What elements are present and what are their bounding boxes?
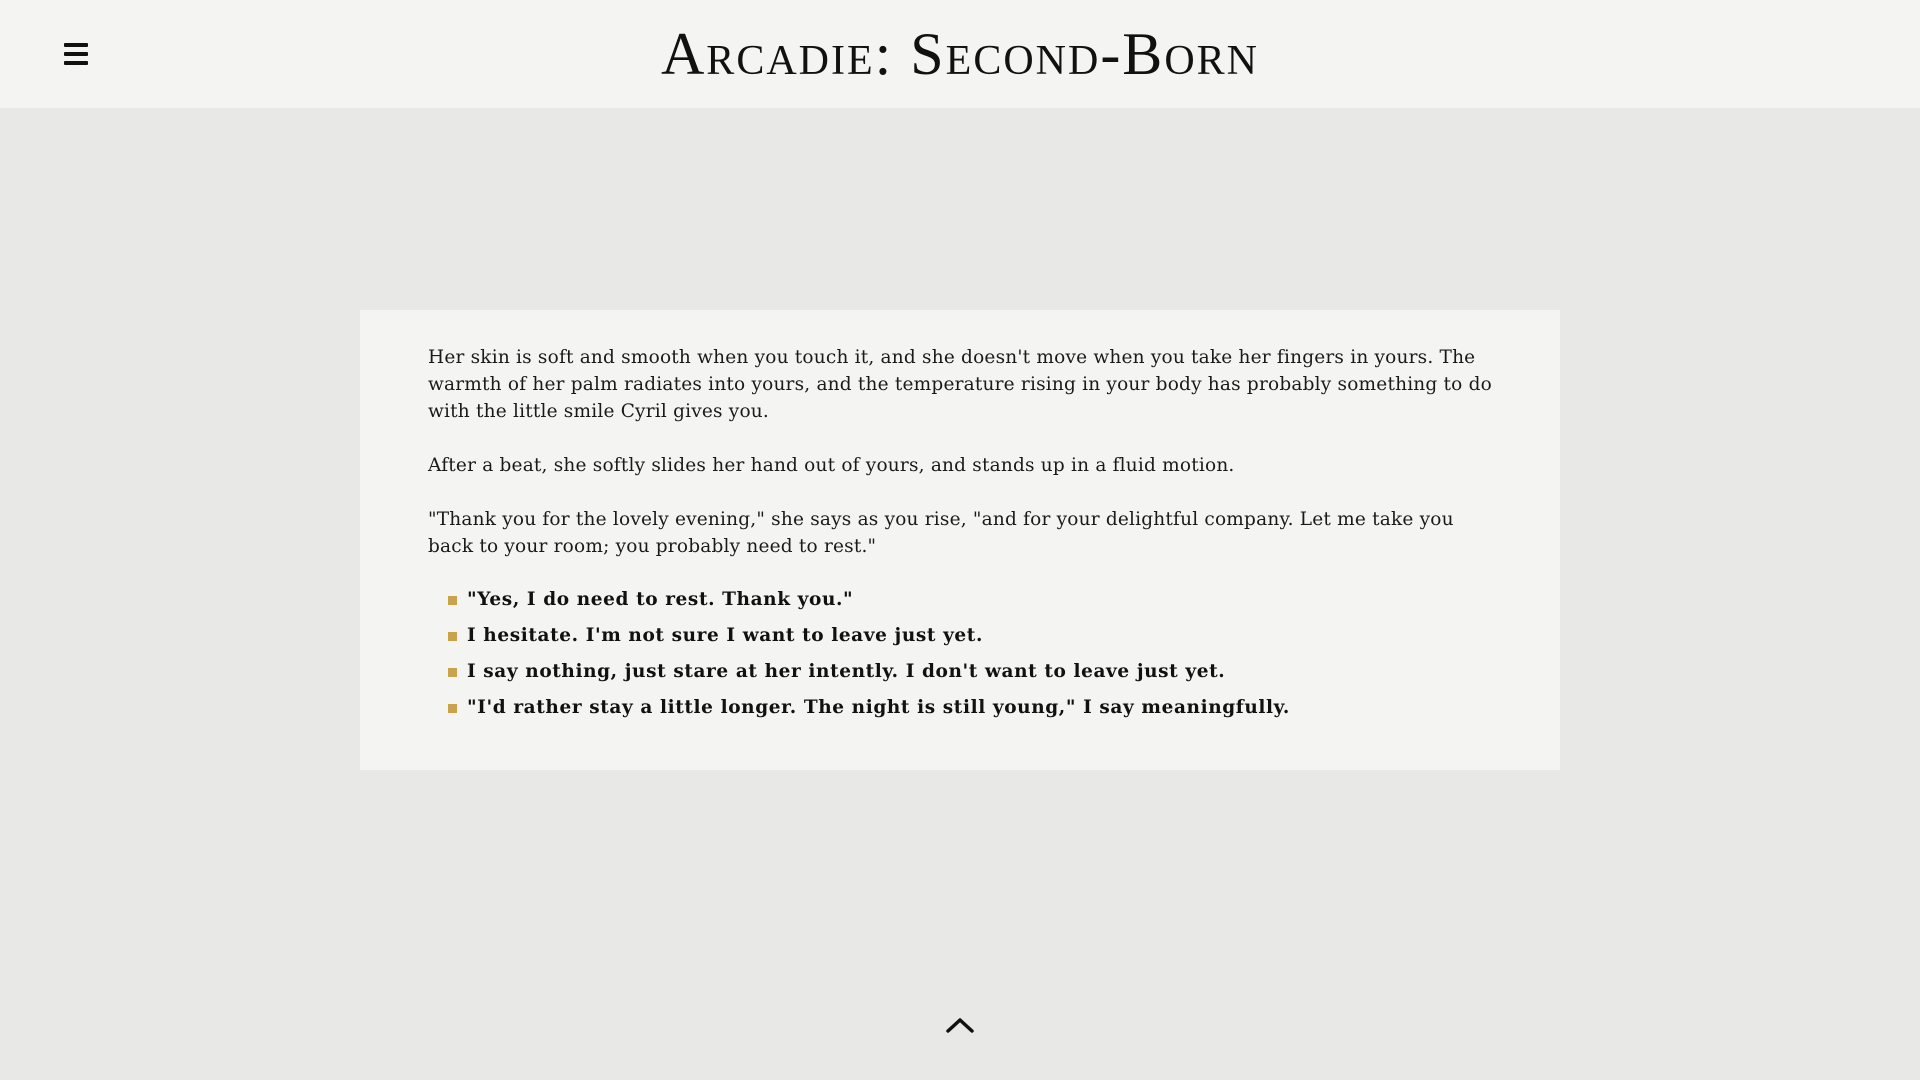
choice-list	[428, 587, 1492, 720]
story-title: Arcadie: Second-Born	[660, 21, 1260, 87]
choice-link[interactable]	[448, 623, 1492, 648]
choice-label: "I'd rather stay a little longer. The night is still young," I say meaningfully.	[467, 697, 1290, 718]
choice-label: I hesitate. I'm not sure I want to leave just yet.	[467, 625, 983, 646]
choice-link[interactable]	[448, 587, 1492, 612]
choice-label: I say nothing, just stare at her intently. I don't want to leave just yet.	[467, 661, 1226, 682]
choice-link[interactable]	[448, 659, 1492, 684]
passage-paragraph: After a beat, she softly slides her hand out of yours, and stands up in a fluid motion.	[428, 455, 1235, 476]
square-bullet-icon	[448, 596, 457, 605]
square-bullet-icon	[448, 668, 457, 677]
passage-paragraph: "Thank you for the lovely evening," she says as you rise, "and for your delightful company. Let me take you back to your room; you probably need to rest."	[428, 509, 1454, 557]
square-bullet-icon	[448, 632, 457, 641]
scroll-to-top-button[interactable]	[940, 1008, 980, 1042]
passage-paragraph: Her skin is soft and smooth when you touch it, and she doesn't move when you take her fingers in yours. The warmth of her palm radiates into yours, and the temperature rising in your body has probably something to do with the little smile Cyril gives you.	[428, 347, 1492, 422]
square-bullet-icon	[448, 704, 457, 713]
passage-panel	[360, 310, 1560, 770]
chevron-up-icon	[940, 1008, 980, 1042]
top-bar	[0, 0, 1920, 108]
choice-label: "Yes, I do need to rest. Thank you."	[467, 589, 854, 610]
choice-link[interactable]	[448, 695, 1492, 720]
